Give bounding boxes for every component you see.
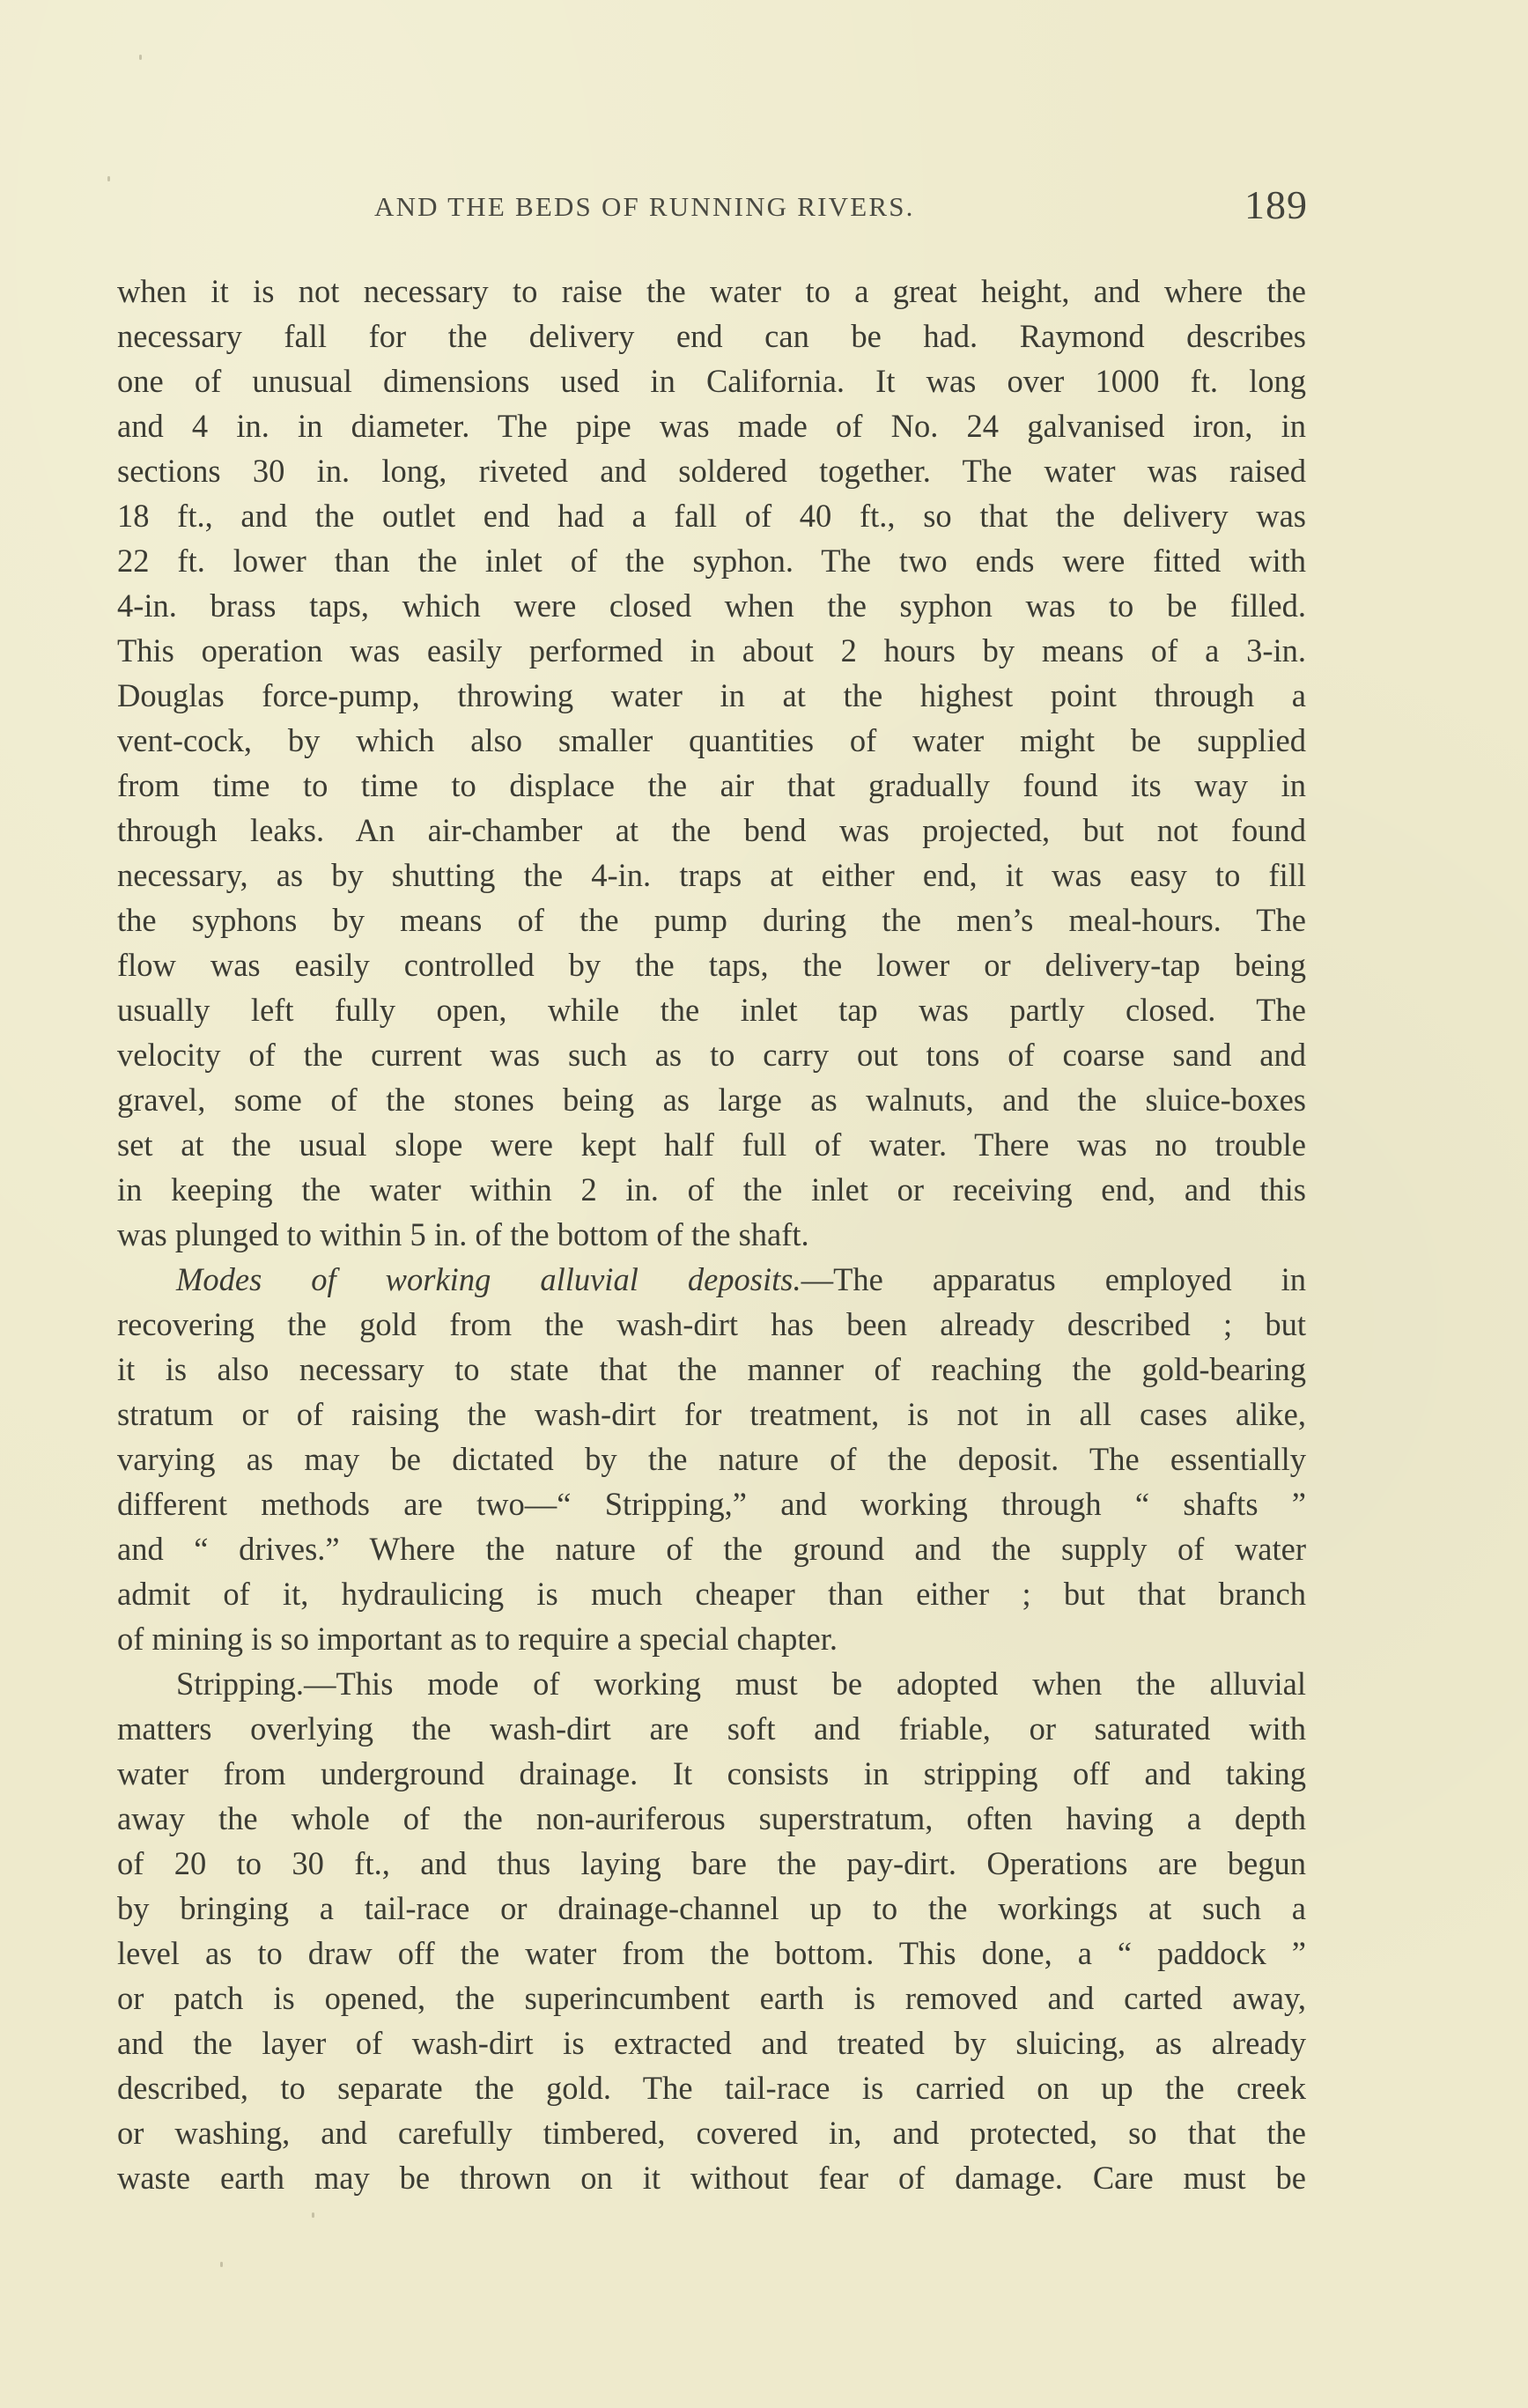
- paragraph-modes-of-working: [117, 1257, 1306, 1661]
- text-line: the syphons by means of the pump during the men’s meal-hours. The: [117, 902, 1306, 938]
- text-line: of mining is so important as to require a special chapter.: [117, 1621, 838, 1657]
- text-line-with-heading: [117, 1257, 1306, 1302]
- text-line: of 20 to 30 ft., and thus laying bare the pay-dirt. Operations are begun: [117, 1845, 1306, 1881]
- text-line: varying as may be dictated by the nature of the deposit. The essentially: [117, 1441, 1306, 1477]
- text-line: and 4 in. in diameter. The pipe was made of No. 24 galvanised iron, in: [117, 408, 1306, 444]
- paper-speck: [107, 176, 110, 181]
- text-line: or washing, and carefully timbered, covered in, and protected, so that the: [117, 2115, 1306, 2151]
- text-line: in keeping the water within 2 in. of the inlet or receiving end, and this: [117, 1171, 1306, 1208]
- text-line: level as to draw off the water from the bottom. This done, a “ paddock ”: [117, 1935, 1306, 1971]
- text-line: away the whole of the non-auriferous superstratum, often having a depth: [117, 1800, 1306, 1836]
- text-line: necessary fall for the delivery end can be had. Raymond describes: [117, 318, 1306, 354]
- section-run-in-heading: Modes of working alluvial deposits.: [176, 1261, 801, 1297]
- text-line: when it is not necessary to raise the water to a great height, and where the: [117, 273, 1306, 309]
- text-line: described, to separate the gold. The tail-race is carried on up the creek: [117, 2070, 1306, 2106]
- text-line: waste earth may be thrown on it without fear of damage. Care must be: [117, 2160, 1306, 2196]
- text-line: gravel, some of the stones being as large as walnuts, and the sluice-boxes: [117, 1082, 1306, 1118]
- text-line: different methods are two—“ Stripping,” and working through “ shafts ”: [117, 1486, 1306, 1522]
- text-line: and the layer of wash-dirt is extracted and treated by sluicing, as already: [117, 2025, 1306, 2061]
- text-line: Stripping.—This mode of working must be adopted when the alluvial: [176, 1666, 1306, 1702]
- text-line: it is also necessary to state that the manner of reaching the gold-bearing: [117, 1351, 1306, 1387]
- text-line: admit of it, hydraulicing is much cheaper than either ; but that branch: [117, 1576, 1306, 1612]
- text-line: by bringing a tail-race or drainage-channel up to the workings at such a: [117, 1890, 1306, 1926]
- text-line: 4-in. brass taps, which were closed when the syphon was to be filled.: [117, 587, 1306, 624]
- text-line: from time to time to displace the air that gradually found its way in: [117, 767, 1306, 803]
- text-line: This operation was easily performed in about 2 hours by means of a 3-in.: [117, 632, 1306, 668]
- text-line: set at the usual slope were kept half full of water. There was no trouble: [117, 1126, 1306, 1163]
- text-line: stratum or of raising the wash-dirt for treatment, is not in all cases alike,: [117, 1396, 1306, 1432]
- text-line: 18 ft., and the outlet end had a fall of 40 ft., so that the delivery was: [117, 498, 1306, 534]
- text-line: flow was easily controlled by the taps, the lower or delivery-tap being: [117, 947, 1306, 983]
- paper-speck: [312, 2212, 314, 2218]
- text-line: 22 ft. lower than the inlet of the syphon. The two ends were fitted with: [117, 543, 1306, 579]
- text-line: necessary, as by shutting the 4-in. traps at either end, it was easy to fill: [117, 857, 1306, 893]
- paragraph-syphon: [117, 269, 1306, 1257]
- text-line: sections 30 in. long, riveted and soldered together. The water was raised: [117, 453, 1306, 489]
- paper-speck: [139, 55, 142, 60]
- text-line: Douglas force-pump, throwing water in at the highest point through a: [117, 677, 1306, 713]
- text-line: one of unusual dimensions used in California. It was over 1000 ft. long: [117, 363, 1306, 399]
- text-line: vent-cock, by which also smaller quantities of water might be supplied: [117, 722, 1306, 758]
- text-line: usually left fully open, while the inlet tap was partly closed. The: [117, 992, 1306, 1028]
- page-number: 189: [1244, 182, 1308, 227]
- running-head: [117, 182, 1308, 240]
- text-line: and “ drives.” Where the nature of the ground and the supply of water: [117, 1531, 1306, 1567]
- text-line: recovering the gold from the wash-dirt has been already described ; but: [117, 1306, 1306, 1342]
- paper-speck: [220, 2262, 223, 2267]
- text-line: matters overlying the wash-dirt are soft and friable, or saturated with: [117, 1710, 1306, 1747]
- text-line: or patch is opened, the superincumbent earth is removed and carted away,: [117, 1980, 1306, 2016]
- paragraph-stripping: [117, 1661, 1306, 2200]
- text-line: water from underground drainage. It consists in stripping off and taking: [117, 1755, 1306, 1791]
- body-text: [117, 269, 1306, 2200]
- running-title: AND THE BEDS OF RUNNING RIVERS.: [374, 191, 915, 222]
- text-line: was plunged to within 5 in. of the bottom of the shaft.: [117, 1216, 809, 1252]
- text-line: velocity of the current was such as to carry out tons of coarse sand and: [117, 1037, 1306, 1073]
- text-fragment: —The apparatus employed in: [801, 1261, 1307, 1297]
- text-line: through leaks. An air-chamber at the bend was projected, but not found: [117, 812, 1306, 848]
